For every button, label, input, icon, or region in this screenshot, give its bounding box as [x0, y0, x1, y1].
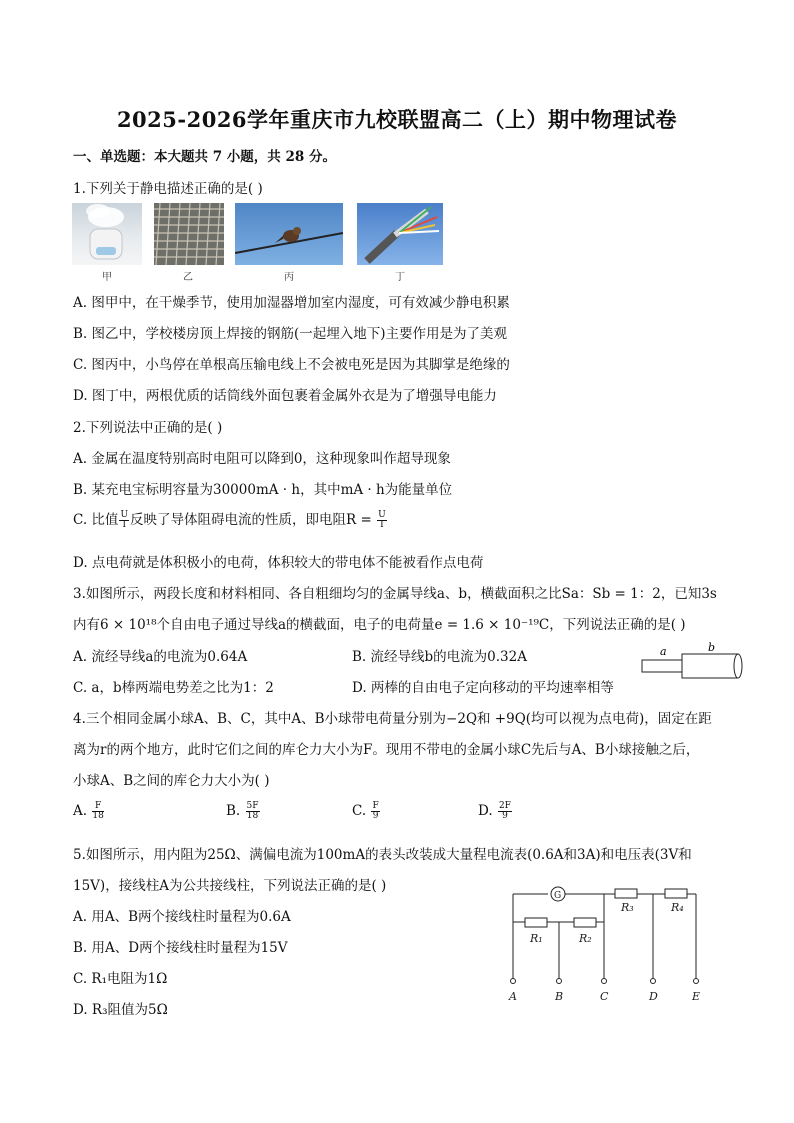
- galvanometer-label: G: [554, 891, 562, 901]
- terminal-e-label: E: [692, 990, 701, 1003]
- option-fraction: [92, 802, 103, 821]
- q2-c-middle: 反映了导体阻碍电流的性质，即电阻R =: [130, 512, 377, 528]
- terminal-a-label: A: [509, 990, 517, 1003]
- option-fraction: [498, 802, 512, 821]
- wire-segments-diagram: [638, 640, 746, 686]
- u-over-i-fraction: [119, 511, 129, 530]
- q1-stem: 1.下列关于静电描述正确的是( ): [73, 181, 263, 197]
- q2-option-d: D. 点电荷就是体积极小的电荷，体积较大的带电体不能被看作点电荷: [73, 555, 484, 571]
- q4-stem-line1: 4.三个相同金属小球A、B、C，其中A、B小球带电荷量分别为−2Q和 +9Q(均可以视为点电荷)，固定在距: [73, 711, 712, 727]
- wire-a-label: a: [660, 645, 667, 658]
- page-title: 2025-2026学年重庆市九校联盟高二（上）期中物理试卷: [116, 107, 678, 132]
- q5-option-b: B. 用A、D两个接线柱时量程为15V: [73, 940, 288, 956]
- r3-label: R₃: [621, 901, 634, 914]
- q2-c-prefix: C. 比值: [73, 512, 119, 528]
- fraction-numerator: U: [378, 510, 386, 520]
- wire-b-label: b: [708, 641, 716, 654]
- terminal-d-label: D: [649, 990, 658, 1003]
- fraction-numerator: F: [92, 802, 103, 812]
- fraction-denominator: 18: [92, 811, 104, 821]
- q1-option-a: A. 图甲中，在干燥季节，使用加湿器增加室内湿度，可有效减少静电积累: [73, 295, 510, 311]
- bird-on-wire-photo: [235, 203, 343, 265]
- q1-option-d: D. 图丁中，两根优质的话筒线外面包裹着金属外衣是为了增强导电能力: [73, 388, 497, 404]
- option-letter: C.: [352, 803, 367, 819]
- terminal-b-label: B: [555, 990, 564, 1003]
- fraction-denominator: I: [380, 520, 384, 530]
- q5-stem-line2: 15V)，接线柱A为公共接线柱，下列说法正确的是( ): [73, 878, 387, 894]
- option-letter: D.: [478, 803, 493, 819]
- fraction-numerator: U: [120, 510, 129, 520]
- ammeter-voltmeter-circuit: [500, 880, 720, 1008]
- caption-jia: 甲: [102, 272, 112, 283]
- section-heading: 一、单选题：本大题共 7 小题，共 28 分。: [73, 149, 336, 165]
- fraction-numerator: 5F: [246, 801, 259, 811]
- fraction-denominator: 9: [372, 811, 379, 821]
- terminal-c-label: C: [600, 990, 609, 1003]
- resistance-fraction: [377, 511, 387, 530]
- option-letter: A.: [73, 803, 88, 819]
- q5-stem-line1: 5.如图所示，用内阻为25Ω、满偏电流为100mA的表头改装成大量程电流表(0.6A和3A)和电压表(3V和: [73, 847, 692, 863]
- q5-option-a: A. 用A、B两个接线柱时量程为0.6A: [73, 909, 291, 925]
- fraction-numerator: F: [372, 801, 379, 811]
- r2-label: R₂: [579, 932, 592, 945]
- q2-option-b: B. 某充电宝标明容量为30000mA · h，其中mA · h为能量单位: [73, 482, 453, 498]
- option-letter: B.: [226, 803, 241, 819]
- q3-option-b: B. 流经导线b的电流为0.32A: [352, 649, 527, 665]
- q2-option-a: A. 金属在温度特别高时电阻可以降到0，这种现象叫作超导现象: [73, 451, 451, 467]
- q3-stem-line2: 内有6 × 10¹⁸个自由电子通过导线a的横截面，电子的电荷量e = 1.6 × 10⁻¹⁹C，下列说法正确的是( ): [73, 617, 686, 633]
- caption-bing: 丙: [284, 272, 294, 283]
- q4-stem-line3: 小球A、B之间的库仑力大小为( ): [73, 773, 270, 789]
- rebar-grid-photo: [154, 203, 224, 265]
- r4-label: R₄: [671, 901, 684, 914]
- q2-stem: 2.下列说法中正确的是( ): [73, 420, 223, 436]
- q5-option-c: C. R₁电阻为1Ω: [73, 971, 168, 987]
- q3-stem-line1: 3.如图所示，两段长度和材料相同、各自粗细均匀的金属导线a、b，横截面积之比Sa：Sb = 1：2，已知3s: [73, 586, 717, 602]
- fraction-denominator: 9: [502, 811, 508, 821]
- q4-option-d: [478, 802, 513, 821]
- q2-option-c: [73, 508, 388, 530]
- caption-ding: 丁: [395, 272, 405, 283]
- q4-stem-line2: 离为r的两个地方，此时它们之间的库仑力大小为F。现用不带电的金属小球C先后与A、B小球接触之后，: [73, 742, 700, 758]
- q4-option-b: [226, 802, 261, 821]
- option-fraction: [246, 802, 260, 821]
- q4-option-c: [352, 802, 381, 821]
- q1-option-b: B. 图乙中，学校楼房顶上焊接的钢筋(一起埋入地下)主要作用是为了美观: [73, 326, 508, 342]
- r1-label: R₁: [530, 932, 543, 945]
- q3-option-a: A. 流经导线a的电流为0.64A: [73, 649, 248, 665]
- option-fraction: [371, 802, 379, 821]
- q4-option-a: [73, 802, 105, 821]
- fraction-denominator: 18: [246, 811, 259, 821]
- q3-option-c: C. a，b棒两端电势差之比为1：2: [73, 680, 274, 696]
- shielded-cable-photo: [357, 203, 443, 265]
- q5-option-d: D. R₃阻值为5Ω: [73, 1002, 168, 1018]
- q3-option-d: D. 两棒的自由电子定向移动的平均速率相等: [352, 680, 614, 696]
- caption-yi: 乙: [183, 272, 193, 283]
- q1-option-c: C. 图丙中，小鸟停在单根高压输电线上不会被电死是因为其脚掌是绝缘的: [73, 357, 510, 373]
- fraction-numerator: 2F: [498, 801, 511, 811]
- humidifier-photo: [72, 203, 142, 265]
- fraction-denominator: I: [122, 520, 127, 530]
